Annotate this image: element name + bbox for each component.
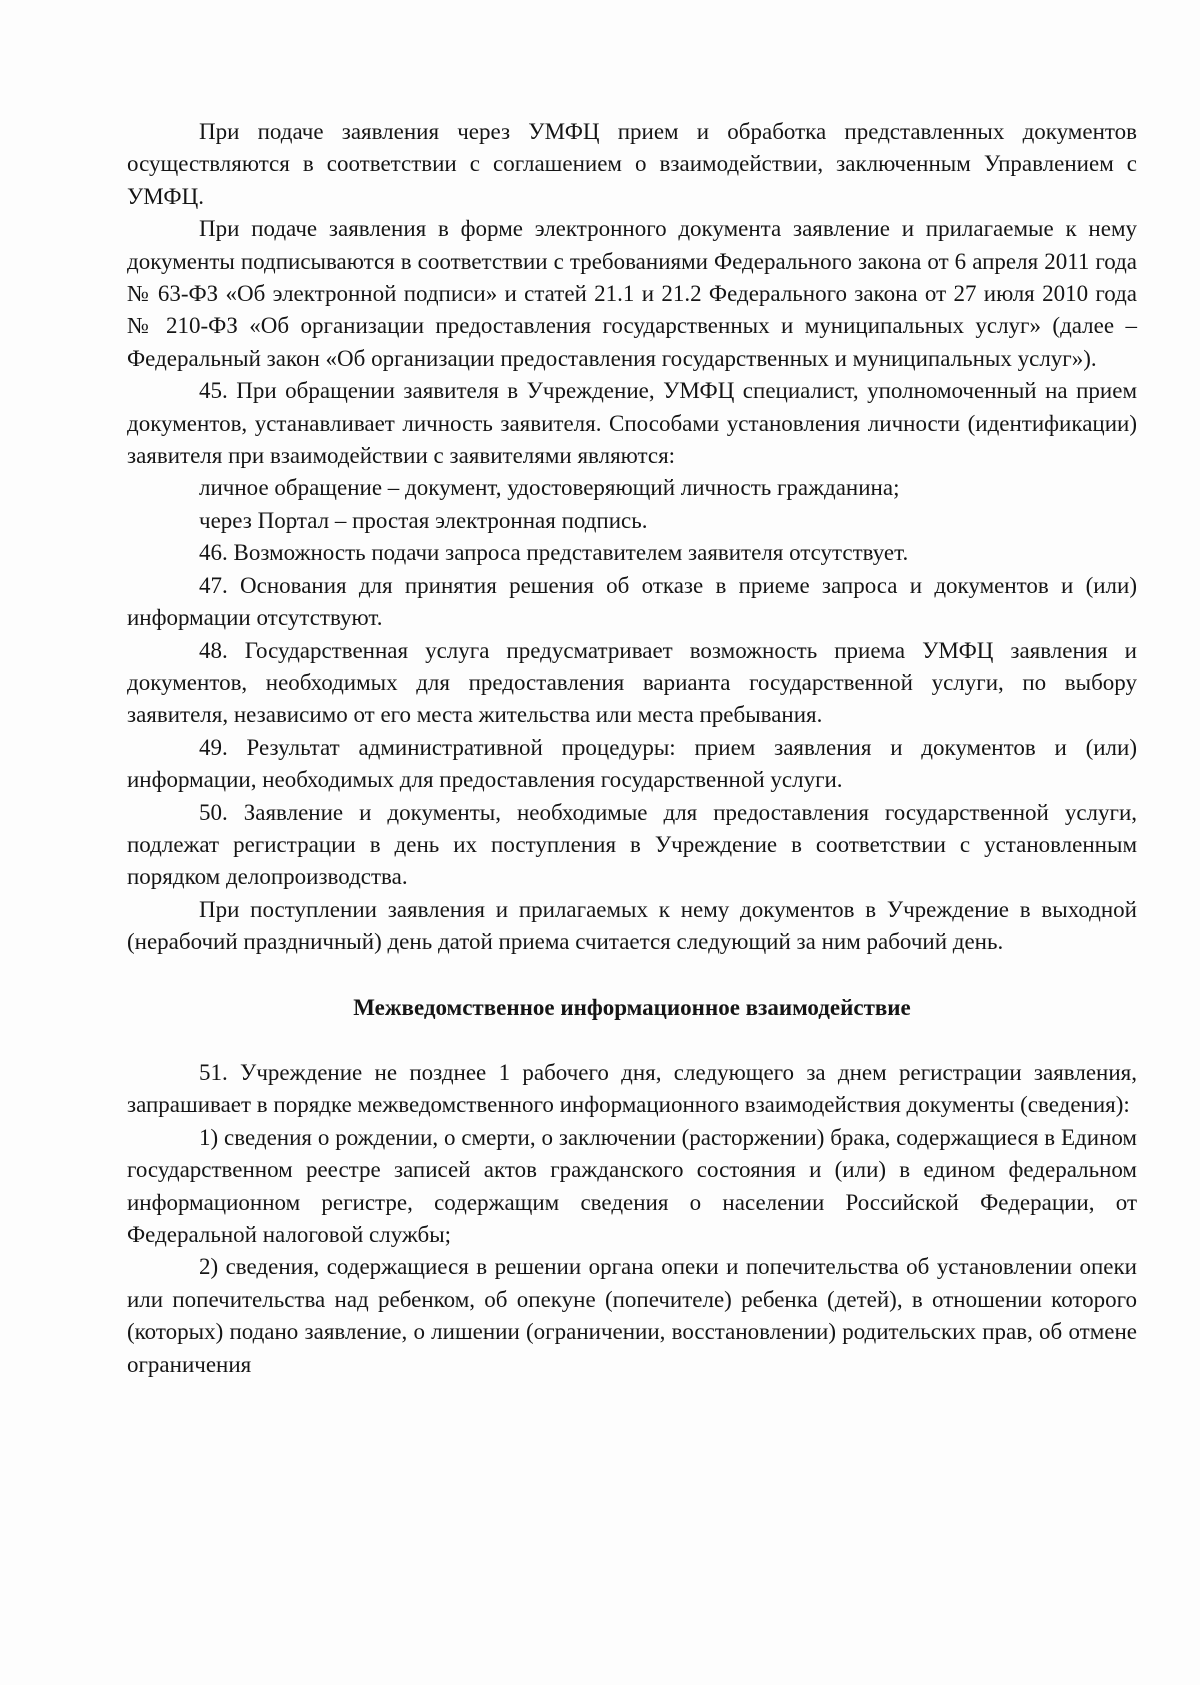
paragraph-51-item-1: 1) сведения о рождении, о смерти, о заключении (расторжении) брака, содержащиеся в Едином государственном реестре записей актов гражданского состояния и (или) в едином федеральном информационном регистре, содержащим сведения о населении Российской Федерации, от Федеральной налоговой службы; bbox=[127, 1124, 1137, 1247]
paragraph-weekend-receipt: При поступлении заявления и прилагаемых к нему документов в Учреждение в выходной (нерабочий праздничный) день датой приема считается следующий за ним рабочий день. bbox=[127, 896, 1137, 955]
section-heading: Межведомственное информационное взаимодействие bbox=[353, 994, 911, 1020]
paragraph-45: 45. При обращении заявителя в Учреждение, УМФЦ специалист, уполномоченный на прием документов, устанавливает личность заявителя. Способами установления личности (идентификации) заявителя при взаимодействии с заявителями являются: bbox=[127, 378, 1137, 469]
paragraph-electronic-signature: При подаче заявления в форме электронного документа заявление и прилагаемые к нему документы подписываются в соответствии с требованиями Федерального закона от 6 апреля 2011 года № 63-ФЗ «Об электронной подписи» и статей 21.1 и 21.2 Федерального закона от 27 июля 2010 года № 210-ФЗ «Об организации предоставления государственных и муниципальных услуг» (далее – Федеральный закон «Об организации предоставления государственных и муниципальных услуг»). bbox=[127, 216, 1137, 371]
paragraph-portal: через Портал – простая электронная подпись. bbox=[199, 507, 648, 533]
paragraph-umfc-processing: При подаче заявления через УМФЦ прием и обработка представленных документов осуществляются в соответствии с соглашением о взаимодействии, заключенным Управлением с УМФЦ. bbox=[127, 119, 1137, 209]
paragraph-47: 47. Основания для принятия решения об отказе в приеме запроса и документов и (или) информации отсутствуют. bbox=[127, 572, 1137, 631]
paragraph-personal-visit: личное обращение – документ, удостоверяющий личность гражданина; bbox=[199, 475, 900, 501]
paragraph-49: 49. Результат административной процедуры: прием заявления и документов и (или) информации, необходимых для предоставления государственной услуги. bbox=[127, 734, 1137, 793]
paragraph-51-item-2: 2) сведения, содержащиеся в решении органа опеки и попечительства об установлении опеки или попечительства над ребенком, об опекуне (попечителе) ребенка (детей), в отношении которого (которых) подано заявление, о лишении (ограничении, восстановлении) родительских прав, об отмене ограничения bbox=[127, 1254, 1137, 1377]
paragraph-51: 51. Учреждение не позднее 1 рабочего дня, следующего за днем регистрации заявления, запрашивает в порядке межведомственного информационного взаимодействия документы (сведения): bbox=[127, 1059, 1137, 1118]
document-body bbox=[127, 116, 1137, 1381]
paragraph-46: 46. Возможность подачи запроса представителем заявителя отсутствует. bbox=[199, 540, 909, 566]
paragraph-48: 48. Государственная услуга предусматривает возможность приема УМФЦ заявления и документов, необходимых для предоставления варианта государственной услуги, по выбору заявителя, независимо от его места жительства или места пребывания. bbox=[127, 637, 1137, 728]
paragraph-50: 50. Заявление и документы, необходимые для предоставления государственной услуги, подлежат регистрации в день их поступления в Учреждение в соответствии с установленным порядком делопроизводства. bbox=[127, 799, 1137, 890]
